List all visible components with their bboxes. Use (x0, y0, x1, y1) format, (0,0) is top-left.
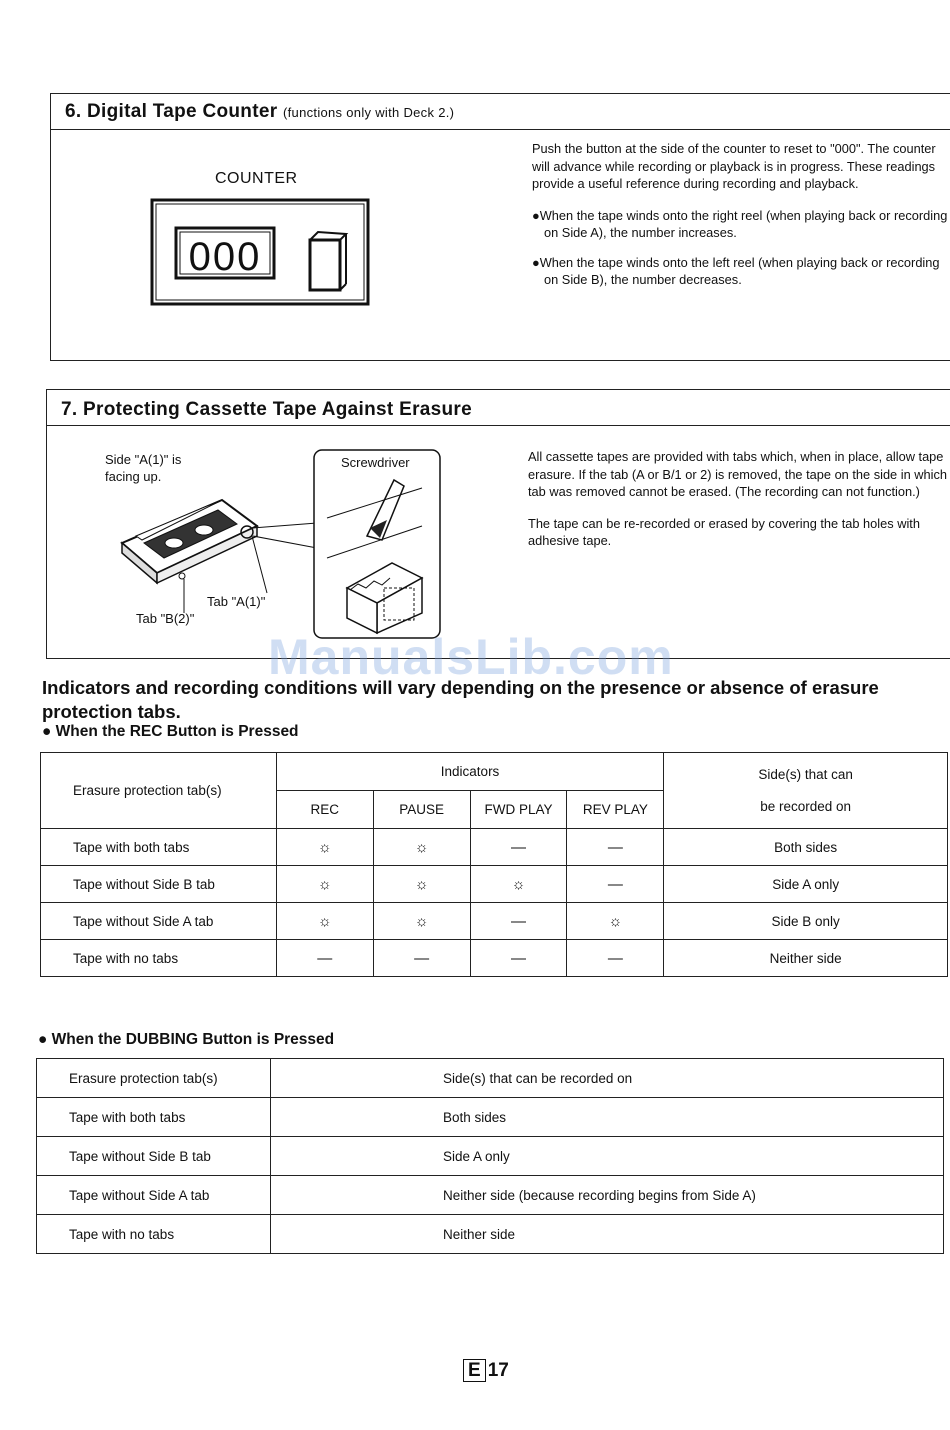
table-row (41, 829, 948, 866)
header-tabs: Erasure protection tab(s) (37, 1059, 271, 1098)
row-label: Tape with both tabs (37, 1098, 271, 1137)
row-label: Tape without Side B tab (41, 866, 277, 903)
indicator-cell: ☼ (276, 866, 373, 903)
sides-cell: Neither side (664, 940, 948, 977)
dub-table (36, 1058, 944, 1254)
indicator-cell: ☼ (373, 903, 470, 940)
counter-illustration (150, 198, 372, 308)
rec-table (40, 752, 948, 977)
title-note: (functions only with Deck 2.) (283, 105, 455, 120)
table-row (41, 903, 948, 940)
row-label: Tape with both tabs (41, 829, 277, 866)
rec-section-heading: ● When the REC Button is Pressed (42, 723, 299, 740)
indicator-cell: — (470, 829, 567, 866)
title-text: 6. Digital Tape Counter (65, 101, 278, 122)
table-row (37, 1059, 944, 1098)
table-row (41, 866, 948, 903)
cassette-icon (122, 500, 257, 583)
sides-cell: Both sides (664, 829, 948, 866)
counter-label: COUNTER (215, 170, 298, 187)
header-sides (664, 753, 948, 829)
header-pause: PAUSE (373, 791, 470, 829)
header-indicators: Indicators (276, 753, 664, 791)
tab-b-label: Tab "B(2)" (136, 611, 195, 626)
erasure-description (528, 448, 950, 564)
sides-cell: Side A only (664, 866, 948, 903)
row-label: Tape with no tabs (37, 1215, 271, 1254)
header-rev-play: REV PLAY (567, 791, 664, 829)
sides-cell: Both sides (271, 1098, 944, 1137)
reset-button-icon (310, 232, 346, 290)
sides-cell: Neither side (because recording begins from Side A) (271, 1176, 944, 1215)
watermark: ManualsLib.com (268, 629, 674, 685)
counter-bullet: ●When the tape winds onto the left reel (when playing back or recording on Side B), the number decreases. (532, 254, 940, 287)
section-title (65, 101, 454, 123)
indicator-cell: ☼ (567, 903, 664, 940)
section-header (51, 94, 950, 130)
indicators-intro: Indicators and recording conditions will vary depending on the presence or absence of erasure protection tabs. (42, 677, 879, 722)
section-title: 7. Protecting Cassette Tape Against Erasure (61, 399, 472, 420)
indicator-cell: — (470, 940, 567, 977)
table-row (41, 940, 948, 977)
section-header (47, 390, 950, 426)
dub-section-heading: ● When the DUBBING Button is Pressed (38, 1031, 335, 1048)
sides-cell: Neither side (271, 1215, 944, 1254)
page-number-value: 17 (487, 1360, 509, 1381)
indicator-cell: — (567, 940, 664, 977)
counter-description (532, 140, 950, 301)
indicator-cell: ☼ (373, 829, 470, 866)
cassette-illustration (112, 448, 447, 643)
row-label: Tape without Side A tab (37, 1176, 271, 1215)
counter-bullet: ●When the tape winds onto the right reel (when playing back or recording on Side A), the number increases. (532, 207, 948, 240)
counter-paragraph: Push the button at the side of the counter to reset to "000". The counter will advance while recording or playback is in progress. These readings provide a useful reference during recording and playback. (532, 141, 936, 191)
table-row (37, 1176, 944, 1215)
counter-digits: 000 (188, 235, 262, 279)
indicator-cell: — (276, 940, 373, 977)
tab-a-label: Tab "A(1)" (207, 594, 266, 609)
row-label: Tape without Side B tab (37, 1137, 271, 1176)
sides-cell: Side B only (664, 903, 948, 940)
page-number (463, 1360, 509, 1382)
language-box: E (463, 1359, 486, 1382)
indicator-cell: — (470, 903, 567, 940)
table-row (37, 1098, 944, 1137)
indicator-cell: ☼ (373, 866, 470, 903)
side-a-label: Side "A(1)" is facing up. (105, 452, 182, 484)
table-row (37, 1137, 944, 1176)
header-sides-line: be recorded on (760, 798, 852, 814)
header-rec: REC (276, 791, 373, 829)
indicator-cell: ☼ (276, 903, 373, 940)
row-label: Tape without Side A tab (41, 903, 277, 940)
row-label: Tape with no tabs (41, 940, 277, 977)
header-sides-line: Side(s) that can (758, 766, 853, 782)
header-fwd-play: FWD PLAY (470, 791, 567, 829)
screwdriver-label: Screwdriver (341, 455, 410, 470)
sides-cell: Side A only (271, 1137, 944, 1176)
erasure-paragraph: All cassette tapes are provided with tabs which, when in place, allow tape erasure. If the tab (A or B/1 or 2) is removed, the tape on the side in which tab was removed cannot be erased. (The recording can not function.) (528, 449, 947, 499)
table-row (37, 1215, 944, 1254)
indicator-cell: — (373, 940, 470, 977)
indicator-cell: — (567, 829, 664, 866)
erasure-paragraph: The tape can be re-recorded or erased by covering the tab holes with adhesive tape. (528, 515, 920, 548)
header-sides: Side(s) that can be recorded on (271, 1059, 944, 1098)
indicator-cell: — (567, 866, 664, 903)
indicator-cell: ☼ (470, 866, 567, 903)
header-tabs: Erasure protection tab(s) (41, 753, 277, 829)
indicator-cell: ☼ (276, 829, 373, 866)
